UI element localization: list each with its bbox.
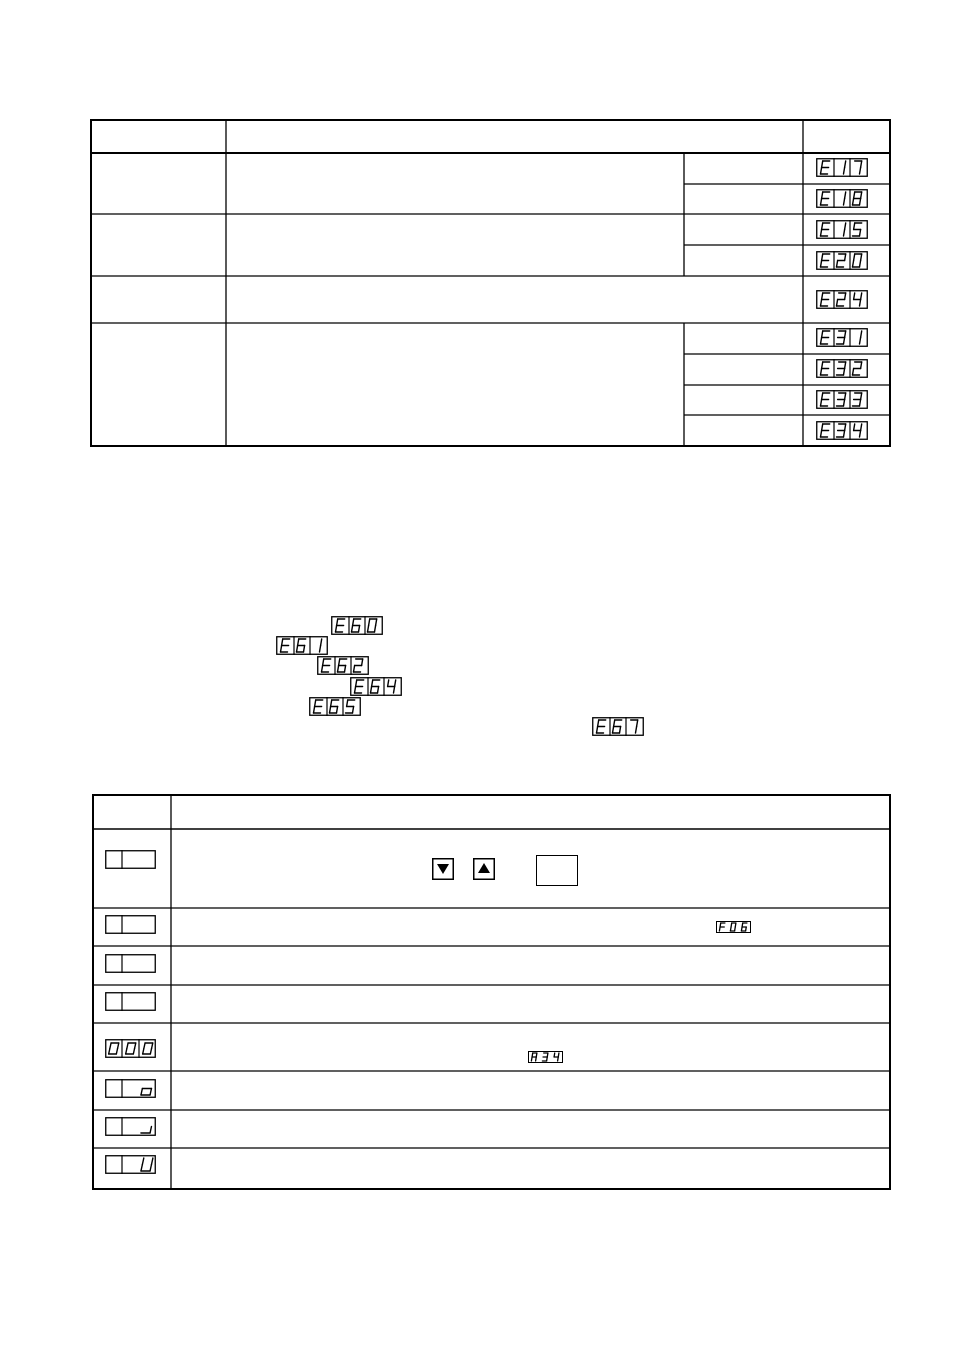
segment (304, 646, 305, 653)
segment (354, 666, 355, 673)
segment (345, 666, 346, 673)
error-code-display (816, 290, 868, 309)
segment (822, 254, 823, 261)
segment (861, 424, 862, 431)
segment (372, 680, 373, 687)
segment (356, 680, 357, 687)
segment (150, 1089, 151, 1096)
segment (355, 687, 356, 694)
table2-border (93, 795, 890, 1189)
segment (861, 393, 862, 400)
display-indicator (105, 850, 156, 869)
segment (861, 192, 862, 199)
segment (598, 720, 599, 727)
segment (844, 369, 845, 376)
segment (860, 261, 861, 268)
seven-seg-code (317, 656, 369, 675)
segment (861, 362, 862, 369)
segment (822, 362, 823, 369)
seven-seg-code (592, 717, 644, 736)
list-code-display (331, 616, 383, 635)
segment (822, 192, 823, 199)
segment (845, 293, 846, 300)
segment (860, 300, 861, 307)
display-box (105, 850, 156, 869)
seven-seg-code (276, 636, 328, 655)
seven-seg-code (309, 697, 361, 716)
segment (845, 362, 846, 369)
segment (150, 1049, 151, 1055)
seven-seg-code (816, 251, 868, 270)
segment (636, 727, 637, 734)
segment (837, 261, 838, 268)
segment (352, 626, 353, 633)
segment (597, 727, 598, 734)
display-indicator (105, 915, 156, 934)
inline-code-display (716, 921, 751, 933)
segment (853, 261, 854, 268)
seven-seg-code (331, 616, 383, 635)
segment (860, 400, 861, 407)
error-code-display (816, 421, 868, 440)
segment (282, 639, 283, 646)
segment (821, 230, 822, 237)
display-box (105, 1039, 156, 1058)
segment (620, 727, 621, 734)
up-arrow-button[interactable] (473, 858, 495, 880)
segment (822, 223, 823, 230)
segment (821, 400, 822, 407)
mini-seven-seg-code (528, 1051, 563, 1063)
segment (141, 1089, 142, 1096)
segment (821, 199, 822, 206)
segment (281, 646, 282, 653)
display-indicator (105, 1039, 156, 1058)
segment (844, 230, 845, 237)
segment (844, 199, 845, 206)
segment (395, 680, 396, 687)
segment (822, 293, 823, 300)
segment (853, 369, 854, 376)
display-indicator (105, 1117, 156, 1136)
display-box (105, 915, 156, 934)
segment (321, 639, 322, 646)
segment (731, 923, 732, 927)
display-indicator (105, 1155, 156, 1174)
inline-code-display (528, 1051, 563, 1063)
mini-seven-seg-code (716, 921, 751, 933)
table1-border (91, 120, 890, 446)
segment (150, 1127, 151, 1134)
segment (336, 626, 337, 633)
segment (845, 331, 846, 338)
error-code-table (0, 0, 954, 470)
segment (861, 293, 862, 300)
display-table (0, 780, 954, 1200)
segment (144, 1043, 145, 1049)
error-code-display (816, 189, 868, 208)
error-code-display (816, 328, 868, 347)
segment (861, 254, 862, 261)
segment (126, 1049, 127, 1055)
segment (118, 1043, 119, 1049)
display-indicator (105, 954, 156, 973)
segment (844, 431, 845, 438)
segment (378, 687, 379, 694)
key-button[interactable] (536, 855, 578, 886)
segment (323, 659, 324, 666)
segment (330, 707, 331, 714)
segment (376, 619, 377, 626)
segment (854, 293, 855, 300)
display-box (105, 1117, 156, 1136)
segment (821, 369, 822, 376)
segment (845, 161, 846, 168)
list-code-display (309, 697, 361, 716)
error-code-display (816, 390, 868, 409)
segment (394, 687, 395, 694)
segment (854, 424, 855, 431)
segment (320, 646, 321, 653)
display-box (105, 954, 156, 973)
display-indicator (105, 992, 156, 1011)
seven-seg-code (816, 290, 868, 309)
seven-seg-code (350, 677, 402, 696)
segment (141, 1165, 142, 1172)
segment (844, 400, 845, 407)
seven-seg-code (816, 421, 868, 440)
segment (150, 1165, 151, 1172)
display-box (105, 1079, 156, 1098)
segment (347, 700, 348, 707)
segment (854, 254, 855, 261)
segment (338, 666, 339, 673)
segment (853, 199, 854, 206)
segment (822, 161, 823, 168)
segment (135, 1043, 136, 1049)
segment (322, 666, 323, 673)
segment (821, 338, 822, 345)
error-code-display (816, 359, 868, 378)
segment (822, 424, 823, 431)
segment (844, 168, 845, 175)
segment (845, 393, 846, 400)
segment (331, 700, 332, 707)
seven-seg-code (816, 359, 868, 378)
segment (822, 331, 823, 338)
error-code-display (816, 220, 868, 239)
error-code-display (816, 251, 868, 270)
display-indicator (105, 1079, 156, 1098)
segment (613, 727, 614, 734)
seven-seg-code (816, 189, 868, 208)
segment (151, 1158, 152, 1165)
segment (860, 199, 861, 206)
segment (368, 626, 369, 633)
list-code-display (350, 677, 402, 696)
segment (860, 168, 861, 175)
segment (860, 431, 861, 438)
segment (861, 161, 862, 168)
segment (362, 659, 363, 666)
segment (844, 338, 845, 345)
segment (337, 619, 338, 626)
display-box (105, 992, 156, 1011)
segment (821, 261, 822, 268)
segment (142, 1158, 143, 1165)
segment (614, 720, 615, 727)
segment (388, 680, 389, 687)
segment (143, 1049, 144, 1055)
segment (837, 300, 838, 307)
segment (860, 338, 861, 345)
segment (854, 223, 855, 230)
segment (821, 300, 822, 307)
segment (854, 192, 855, 199)
seven-seg-code (816, 390, 868, 409)
list-code-display (592, 717, 644, 736)
error-code-display (816, 158, 868, 177)
segment (314, 707, 315, 714)
list-code-display (276, 636, 328, 655)
segment (116, 1049, 117, 1055)
segment (353, 707, 354, 714)
segment (152, 1043, 153, 1049)
segment (359, 626, 360, 633)
segment (375, 626, 376, 633)
segment (298, 639, 299, 646)
segment (109, 1049, 110, 1055)
segment (637, 720, 638, 727)
display-box (105, 1155, 156, 1174)
segment (821, 168, 822, 175)
segment (822, 393, 823, 400)
segment (297, 646, 298, 653)
segment (133, 1049, 134, 1055)
seven-seg-code (816, 220, 868, 239)
segment (845, 254, 846, 261)
seven-seg-code (816, 328, 868, 347)
segment (110, 1043, 111, 1049)
segment (353, 619, 354, 626)
segment (127, 1043, 128, 1049)
segment (861, 331, 862, 338)
segment (315, 700, 316, 707)
segment (369, 619, 370, 626)
segment (860, 230, 861, 237)
seven-seg-code (816, 158, 868, 177)
segment (371, 687, 372, 694)
segment (845, 223, 846, 230)
segment (821, 431, 822, 438)
down-arrow-icon (432, 858, 454, 880)
segment (337, 707, 338, 714)
up-arrow-icon (473, 858, 495, 880)
segment (339, 659, 340, 666)
segment (845, 424, 846, 431)
segment (845, 192, 846, 199)
list-code-display (317, 656, 369, 675)
down-arrow-button[interactable] (432, 858, 454, 880)
